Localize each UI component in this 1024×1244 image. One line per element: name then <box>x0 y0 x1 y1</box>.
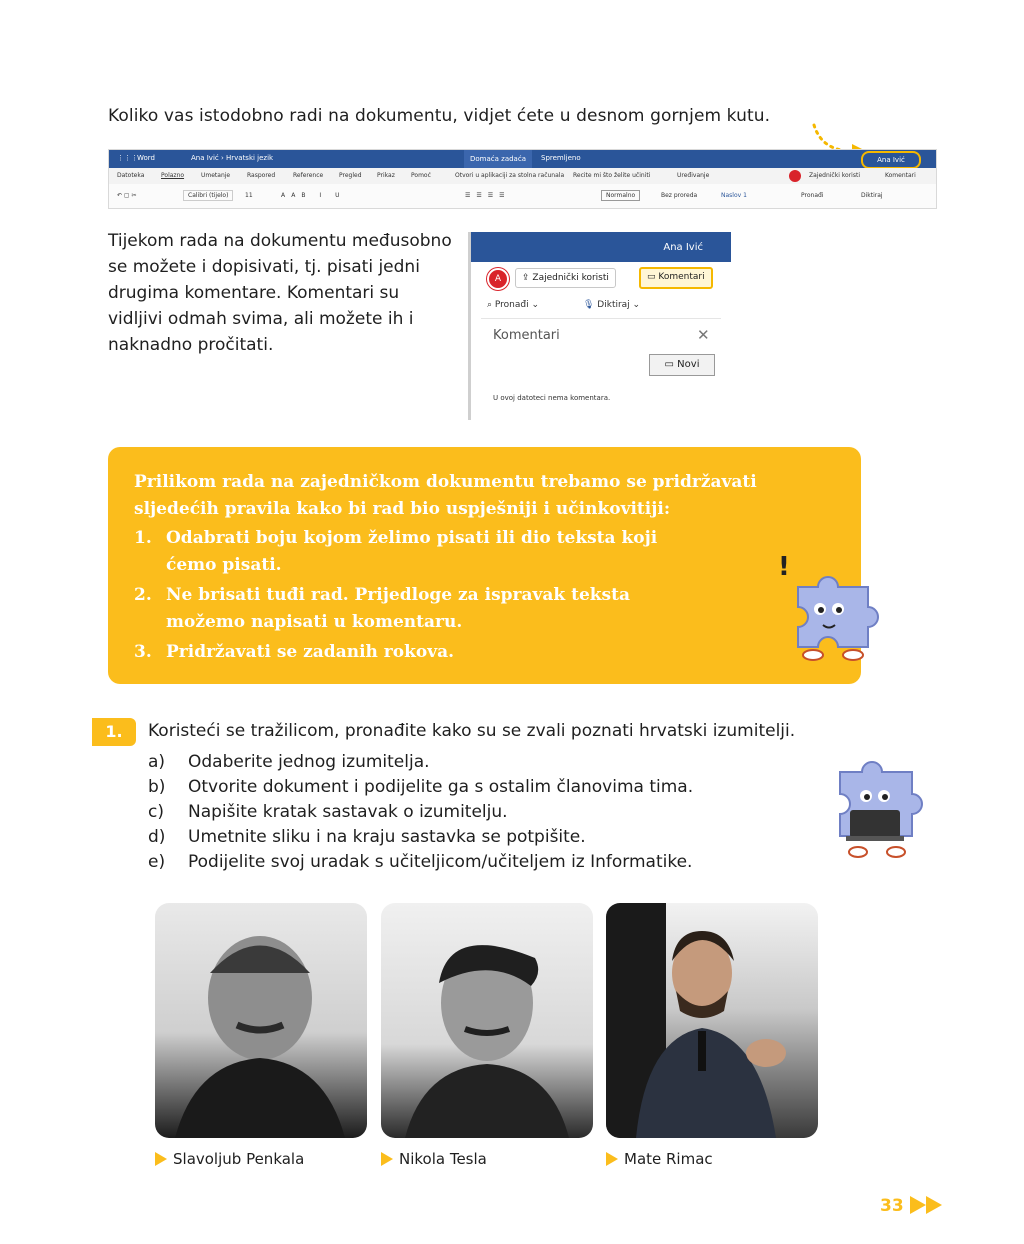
dictate-button[interactable]: Diktiraj <box>861 192 883 199</box>
step-text: Napišite kratak sastavak o izumitelju. <box>188 802 508 822</box>
tab-umetanje[interactable]: Umetanje <box>201 172 231 179</box>
editing-dropdown[interactable]: Uređivanje <box>677 172 710 179</box>
step-text: Otvorite dokument i podijelite ga s ostalim članovima tima. <box>188 777 694 797</box>
task-step <box>148 825 693 850</box>
tab-raspored[interactable]: Raspored <box>247 172 276 179</box>
step-label: a) <box>148 752 166 772</box>
page-number-text: 33 <box>880 1196 904 1216</box>
play-arrow-icon <box>155 1152 167 1166</box>
share-button[interactable]: Zajednički koristi <box>809 172 860 179</box>
doc-title[interactable]: Domaća zadaća <box>464 150 532 168</box>
task-step <box>148 750 693 775</box>
fast-forward-icon <box>910 1196 946 1214</box>
comments-button[interactable] <box>639 267 713 289</box>
task-step <box>148 775 693 800</box>
panel-title: Komentari <box>493 328 560 343</box>
play-arrow-icon <box>381 1152 393 1166</box>
photo-penkala <box>155 903 367 1138</box>
chevron-down-icon: ⌄ <box>629 300 641 310</box>
comments-paragraph: Tijekom rada na dokumentu međusobno se možete i dopisivati, tj. pisati jedni drugima komentare. Komentari su vidljivi odmah svima, ali možete ih i naknadno pročitati. <box>108 231 452 355</box>
intro-text: Koliko vas istodobno radi na dokumentu, vidjet ćete u desnom gornjem kutu. <box>108 106 771 126</box>
undo-icon[interactable]: ↶ ▢ ✂ <box>117 192 137 199</box>
share-label: Zajednički koristi <box>532 273 609 283</box>
open-desktop-link[interactable]: Otvori u aplikaciji za stolna računala <box>455 172 565 179</box>
portrait-penkala <box>155 903 367 1138</box>
style-heading[interactable]: Naslov 1 <box>721 192 747 199</box>
rule-text: Pridržavati se zadanih rokova. <box>166 642 455 662</box>
tab-pomoc[interactable]: Pomoć <box>411 172 431 179</box>
rules-heading: Prilikom rada na zajedničkom dokumentu trebamo se pridržavati sljedećih pravila kako bi rad bio uspješniji i učinkovitiji: <box>134 472 757 519</box>
tab-polazno[interactable]: Polazno <box>161 172 185 179</box>
step-label: b) <box>148 777 166 797</box>
ribbon-titlebar <box>109 150 936 168</box>
user-pill[interactable]: Ana Ivić <box>861 151 921 169</box>
rule-number: 2. <box>134 585 152 605</box>
search-icon: ⌕ <box>487 300 495 310</box>
step-text: Umetnite sliku i na kraju sastavka se potpišite. <box>188 827 586 847</box>
rule-item <box>134 639 694 666</box>
comments-button[interactable]: Komentari <box>885 172 916 179</box>
puzzle-mascot-icon <box>768 547 898 667</box>
divider <box>481 318 721 319</box>
word-ribbon <box>108 149 937 209</box>
rules-list <box>134 525 694 669</box>
panel-header <box>471 232 731 262</box>
dictate-button[interactable] <box>583 300 640 310</box>
font-size-select[interactable]: 11 <box>245 192 253 199</box>
avatar[interactable]: A <box>487 268 509 290</box>
step-text: Podijelite svoj uradak s učiteljicom/učiteljem iz Informatike. <box>188 852 693 872</box>
rule-number: 1. <box>134 528 152 548</box>
app-name: Word <box>137 154 155 162</box>
tab-pregled[interactable]: Pregled <box>339 172 362 179</box>
rule-item <box>134 582 694 636</box>
style-nospacing[interactable]: Bez proreda <box>661 192 698 199</box>
page-number <box>880 1196 946 1216</box>
photo-tesla <box>381 903 593 1138</box>
ribbon-toolbar <box>109 184 936 208</box>
caption-text: Slavoljub Penkala <box>173 1150 305 1168</box>
tell-me-input[interactable]: Recite mi što želite učiniti <box>573 172 651 179</box>
share-icon: ⇪ <box>522 273 533 283</box>
format-icons[interactable]: AAB I U <box>281 192 346 199</box>
style-normal[interactable]: Normalno <box>601 190 640 201</box>
caption-text: Nikola Tesla <box>399 1150 487 1168</box>
new-comment-icon: ▭ <box>664 359 678 370</box>
task-step <box>148 800 693 825</box>
task-number-badge: 1. <box>92 718 136 746</box>
portrait-rimac <box>606 903 818 1138</box>
dictate-label: Diktiraj <box>597 300 630 310</box>
ribbon-tabs <box>109 168 936 184</box>
comment-icon: ▭ <box>647 272 659 282</box>
no-comments-note: U ovoj datoteci nema komentara. <box>493 394 611 402</box>
caption-penkala <box>155 1150 304 1168</box>
task-step <box>148 850 693 875</box>
rule-number: 3. <box>134 642 152 662</box>
breadcrumb[interactable]: Ana Ivić › Hrvatski jezik <box>191 154 274 162</box>
rule-item <box>134 525 694 579</box>
new-comment-button[interactable] <box>649 354 715 376</box>
caption-text: Mate Rimac <box>624 1150 713 1168</box>
rule-text: Odabrati boju kojom želimo pisati ili dio teksta koji ćemo pisati. <box>166 528 658 575</box>
step-label: e) <box>148 852 166 872</box>
paragraph-icons[interactable]: ☰☰☰☰ <box>465 192 511 199</box>
photo-rimac <box>606 903 818 1138</box>
comments-panel <box>468 232 731 420</box>
rule-text: Ne brisati tuđi rad. Prijedloge za ispravak teksta možemo napisati u komentaru. <box>166 585 630 632</box>
apps-grid-icon[interactable]: ⋮⋮⋮ <box>117 154 138 162</box>
tab-reference[interactable]: Reference <box>293 172 324 179</box>
find-button[interactable] <box>487 300 539 310</box>
avatar-icon[interactable] <box>789 170 801 182</box>
chevron-down-icon: ⌄ <box>528 300 540 310</box>
step-label: d) <box>148 827 166 847</box>
step-text: Odaberite jednog izumitelja. <box>188 752 430 772</box>
find-button[interactable]: Pronađi <box>801 192 824 199</box>
step-label: c) <box>148 802 164 822</box>
close-icon[interactable]: ✕ <box>697 326 710 344</box>
microphone-icon: 🎙 <box>583 300 598 310</box>
share-button[interactable] <box>515 268 616 288</box>
portrait-tesla <box>381 903 593 1138</box>
play-arrow-icon <box>606 1152 618 1166</box>
saved-status: Spremljeno <box>541 154 581 162</box>
rules-box <box>108 447 861 684</box>
comments-label: Komentari <box>658 272 705 282</box>
tab-datoteka[interactable]: Datoteka <box>117 172 145 179</box>
font-select[interactable]: Calibri (tijelo) <box>183 190 233 201</box>
new-comment-label: Novi <box>677 359 700 370</box>
caption-tesla <box>381 1150 487 1168</box>
panel-user[interactable]: Ana Ivić <box>663 242 703 253</box>
laptop-mascot-icon <box>826 752 946 862</box>
task-steps <box>148 750 693 875</box>
svg-text:!: ! <box>778 552 790 582</box>
tab-prikaz[interactable]: Prikaz <box>377 172 395 179</box>
caption-rimac <box>606 1150 713 1168</box>
task-text: Koristeći se tražilicom, pronađite kako su se zvali poznati hrvatski izumitelji. <box>148 721 796 741</box>
find-label: Pronađi <box>494 300 529 310</box>
